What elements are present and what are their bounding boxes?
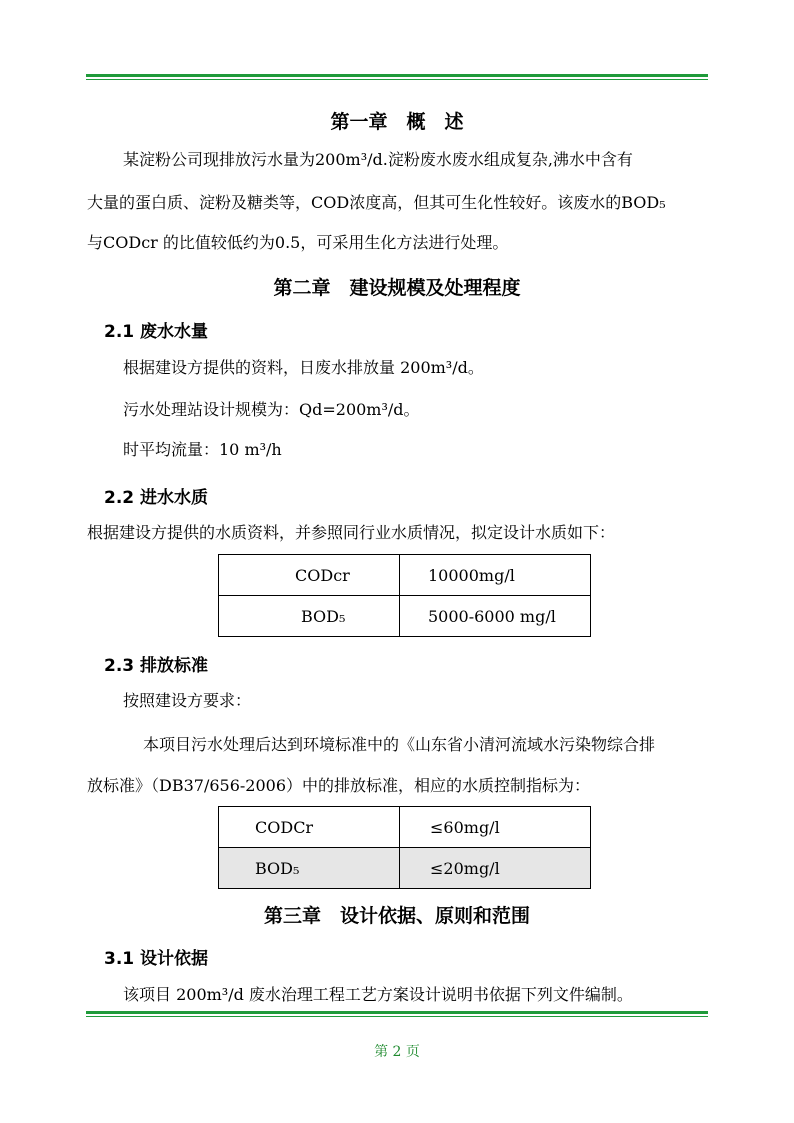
header-rule [86,74,708,80]
chapter-1-line-1: 某淀粉公司现排放污水量为200m³/d.淀粉废水废水组成复杂,沸水中含有 [123,150,633,169]
table-row [219,555,591,596]
page-number: 第 2 页 [374,1044,420,1060]
chapter-2-title: 第二章 建设规模及处理程度 [273,277,521,299]
table-cell: BOD₅ [219,848,400,889]
chapter-3-title: 第三章 设计依据、原则和范围 [263,905,530,927]
section-2-2-intro: 根据建设方提供的水质资料，并参照同行业水质情况，拟定设计水质如下： [87,523,616,542]
section-3-1-title: 3.1 设计依据 [104,949,209,969]
section-2-3-title: 2.3 排放标准 [104,656,209,676]
section-2-3-line-2: 本项目污水处理后达到环境标准中的《山东省小清河流域水污染物综合排 [143,735,656,754]
table-cell: 5000-6000 mg/l [400,596,591,637]
table-cell: CODCr [219,807,400,848]
table-cell: BOD₅ [219,596,400,637]
table-cell: 10000mg/l [400,555,591,596]
table-row [219,596,591,637]
table-row [219,807,591,848]
chapter-1-line-2: 大量的蛋白质、淀粉及糖类等，COD浓度高，但其可生化性较好。该废水的BOD₅ [87,193,666,212]
section-2-1-line-3: 时平均流量：10 m³/h [123,440,282,459]
table-cell: ≤20mg/l [400,848,591,889]
section-3-1-line: 该项目 200m³/d 废水治理工程工艺方案设计说明书依据下列文件编制。 [123,985,633,1004]
section-2-1-line-1: 根据建设方提供的资料，日废水排放量 200m³/d。 [123,358,484,377]
discharge-standard-table [218,806,591,889]
footer-rule [86,1011,708,1017]
influent-quality-table [218,554,591,637]
chapter-1-line-3: 与CODcr 的比值较低约为0.5，可采用生化方法进行处理。 [87,233,509,252]
chapter-1-title: 第一章 概 述 [330,111,464,133]
section-2-1-line-2: 污水处理站设计规模为：Qd=200m³/d。 [123,400,420,419]
section-2-3-line-1: 按照建设方要求： [123,691,252,710]
table-cell: CODcr [219,555,400,596]
table-row [219,848,591,889]
section-2-2-title: 2.2 进水水质 [104,488,209,508]
table-cell: ≤60mg/l [400,807,591,848]
section-2-1-title: 2.1 废水水量 [104,322,209,342]
section-2-3-line-3: 放标准》（DB37/656-2006）中的排放标准，相应的水质控制指标为： [87,776,591,795]
